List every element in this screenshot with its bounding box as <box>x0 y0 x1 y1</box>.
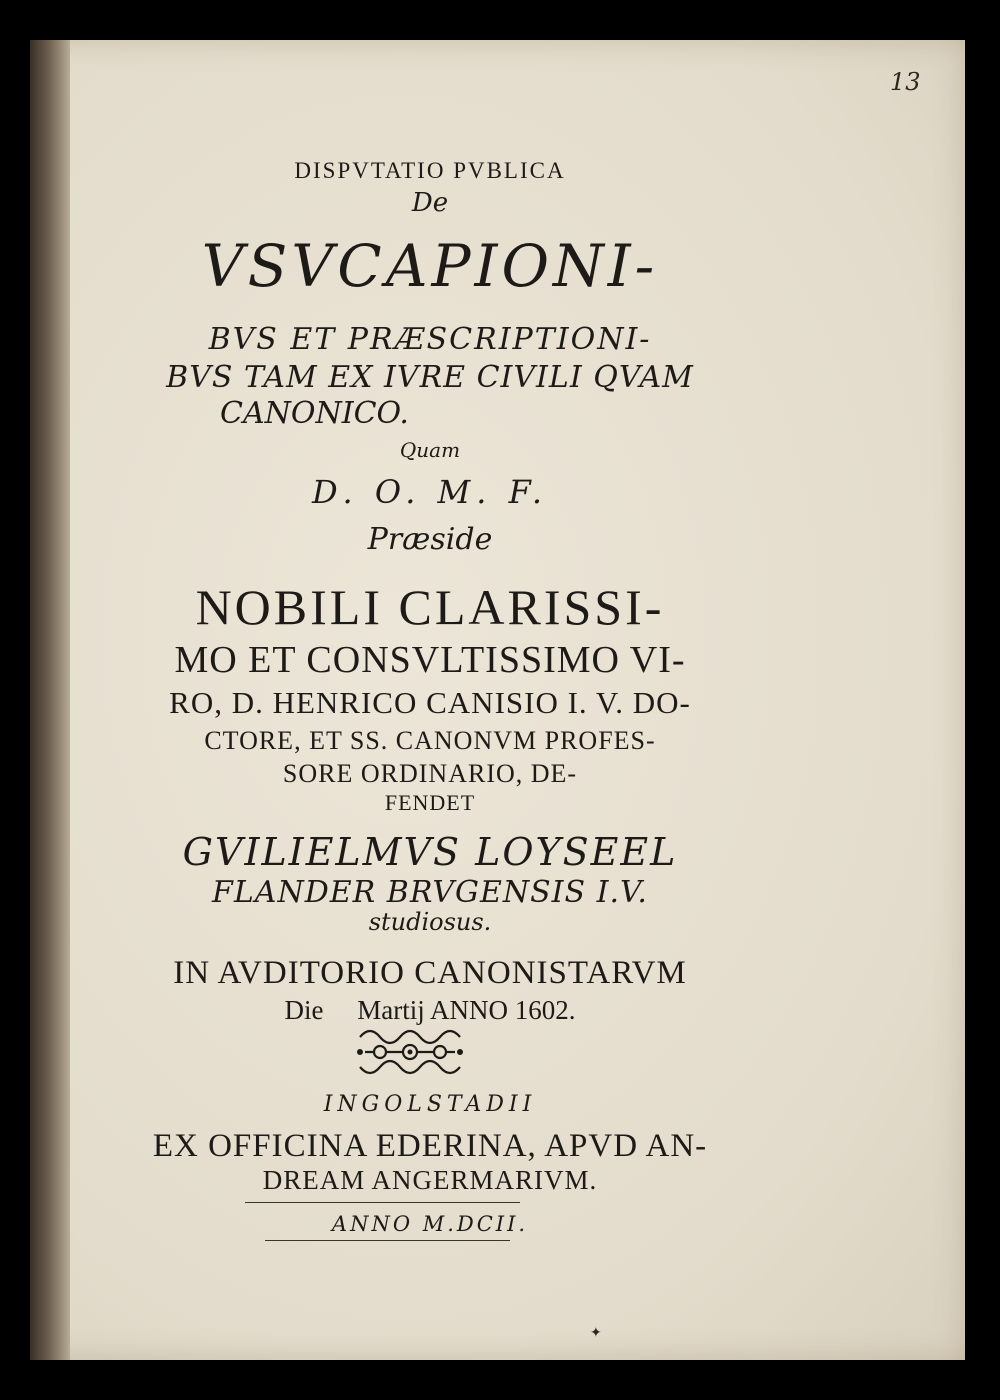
venue-line-1: IN AVDITORIO CANONISTARVM <box>173 955 687 991</box>
praeses-line-6: FENDET <box>384 790 476 815</box>
title-line-6: CANONICO. <box>220 396 409 431</box>
title-line-3: VSVCAPIONI- <box>201 232 659 300</box>
title-line-1: DISPVTATIO PVBLICA <box>294 158 566 183</box>
praeses-line-3: RO, D. HENRICO CANISIO I. V. DO- <box>169 685 691 720</box>
signature-mark-icon: ✦ <box>590 1325 602 1341</box>
title-line-2: De <box>411 188 449 218</box>
imprint-place: INGOLSTADII <box>323 1092 537 1117</box>
praeses-line-2: MO ET CONSVLTISSIMO VI- <box>174 639 686 681</box>
defendant-line-2: FLANDER BRVGENSIS I.V. <box>212 875 648 910</box>
printer-ornament-icon <box>350 1022 470 1082</box>
praeses-line-5: SORE ORDINARIO, DE- <box>282 759 578 788</box>
rule-divider <box>265 1240 510 1241</box>
title-line-5: BVS TAM EX IVRE CIVILI QVAM <box>166 360 694 395</box>
praeses-line-1: NOBILI CLARISSI- <box>195 579 665 635</box>
title-line-4: BVS ET PRÆSCRIPTIONI- <box>208 322 652 357</box>
praeses-line-4: CTORE, ET SS. CANONVM PROFES- <box>204 726 656 755</box>
title-line-8: D. O. M. F. <box>311 473 549 511</box>
folio-number: 13 <box>890 68 921 96</box>
venue-line-2: Die Martij ANNO 1602. <box>284 995 576 1025</box>
imprint-line-3: DREAM ANGERMARIVM. <box>262 1165 598 1195</box>
title-page <box>30 40 965 1360</box>
imprint-line-2: EX OFFICINA EDERINA, APVD AN- <box>152 1128 708 1164</box>
title-line-9: Præside <box>367 522 493 557</box>
defendant-line-3: studiosus. <box>368 908 492 936</box>
rule-divider <box>245 1202 520 1203</box>
defendant-line-1: GVILIELMVS LOYSEEL <box>182 830 678 874</box>
imprint-year: ANNO M.DCII. <box>331 1212 529 1236</box>
title-line-7: Quam <box>399 438 461 462</box>
